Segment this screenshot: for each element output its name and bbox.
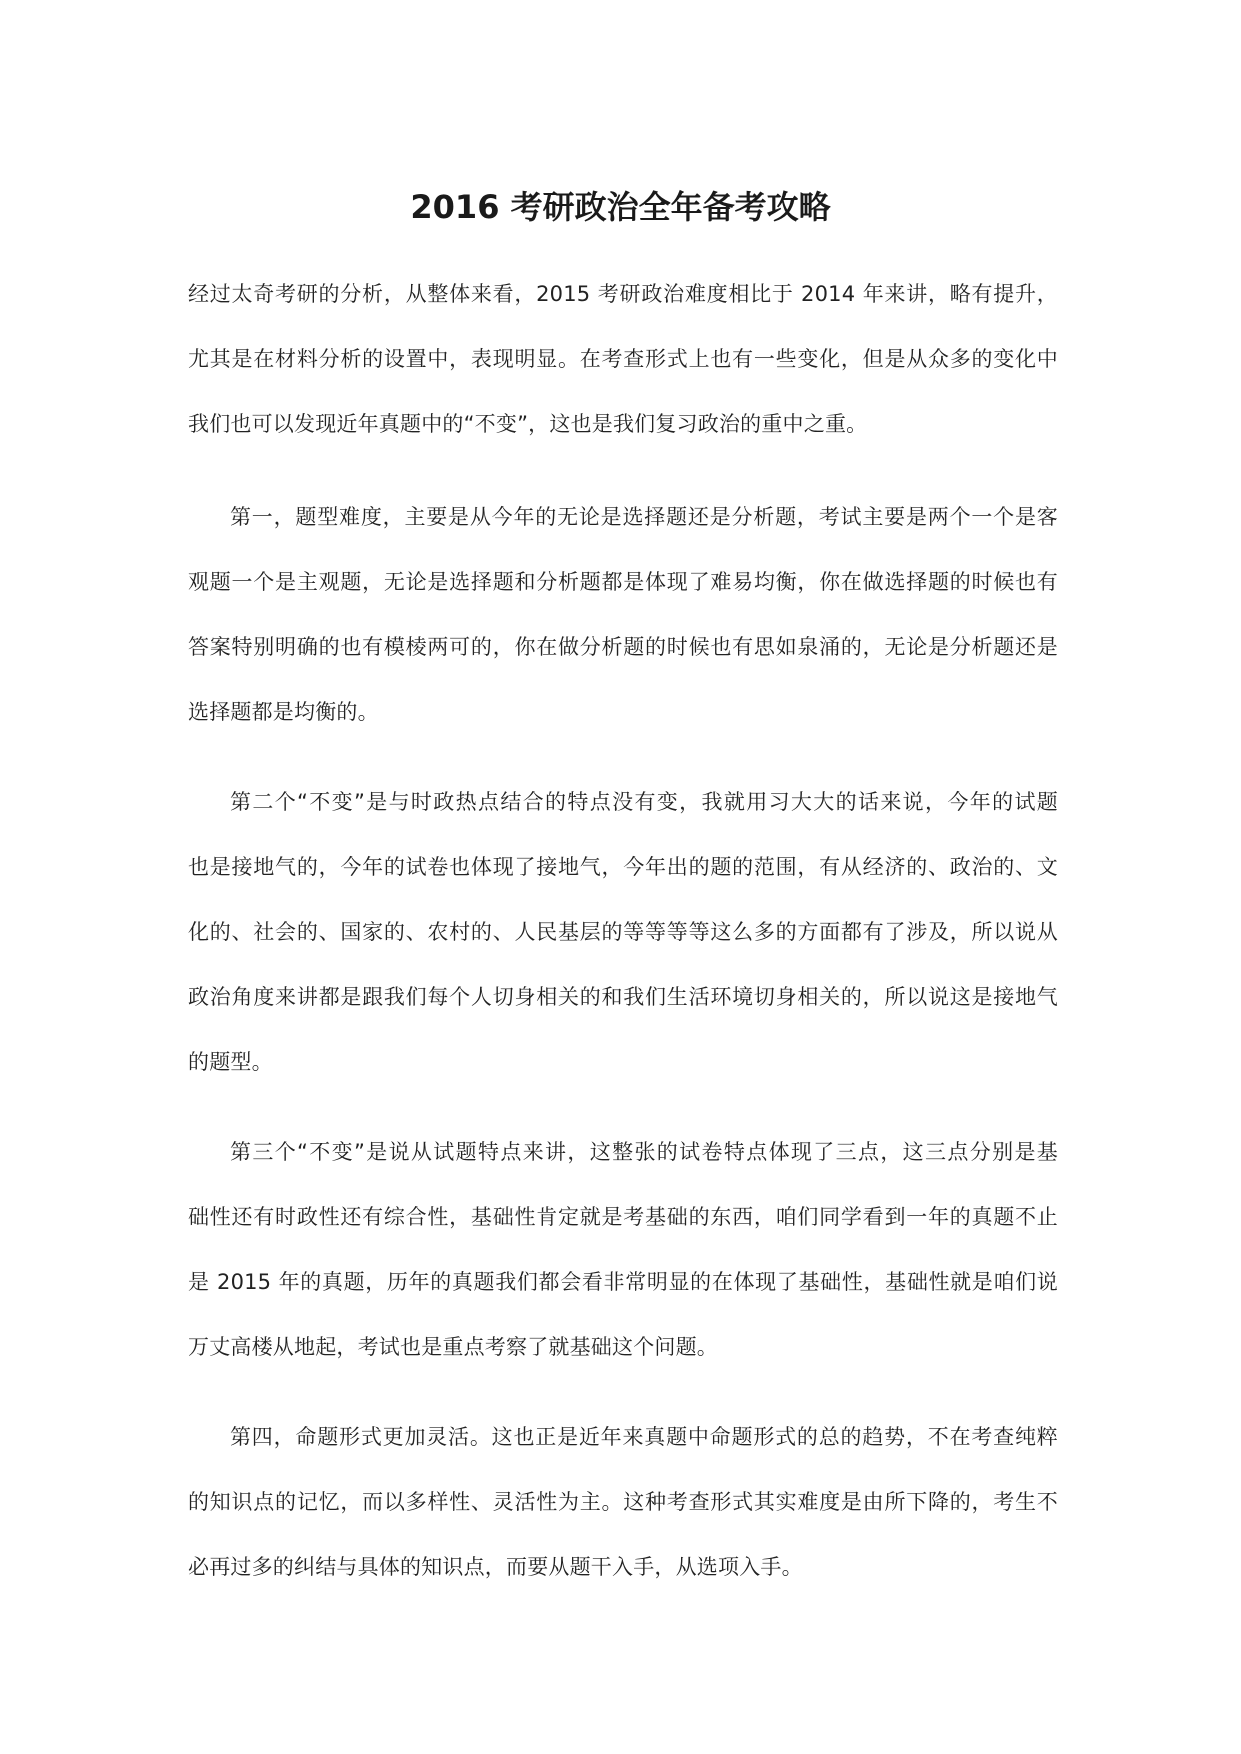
paragraph-line: 必再过多的纠结与具体的知识点，而要从题干入手，从选项入手。	[188, 1555, 803, 1579]
paragraph-line: 的题型。	[188, 1050, 273, 1074]
paragraph-line: 第三个“不变”是说从试题特点来讲，这整张的试卷特点体现了三点，这三点分别是基	[230, 1140, 1058, 1164]
paragraph-line: 尤其是在材料分析的设置中，表现明显。在考查形式上也有一些变化，但是从众多的变化中	[188, 347, 1058, 371]
paragraph-line: 经过太奇考研的分析，从整体来看，2015 考研政治难度相比于 2014 年来讲，略有提升，	[188, 282, 1058, 306]
paragraph-line: 万丈高楼从地起，考试也是重点考察了就基础这个问题。	[188, 1335, 718, 1359]
paragraph-third-point	[188, 1120, 1058, 1380]
paragraph-line: 第一，题型难度，主要是从今年的无论是选择题还是分析题，考试主要是两个一个是客	[230, 505, 1058, 529]
paragraph-first-point	[188, 485, 1058, 745]
document-title: 2016 考研政治全年备考攻略	[410, 188, 831, 226]
paragraph-line: 第四，命题形式更加灵活。这也正是近年来真题中命题形式的总的趋势，不在考查纯粹	[230, 1425, 1058, 1449]
paragraph-line: 也是接地气的，今年的试卷也体现了接地气，今年出的题的范围，有从经济的、政治的、文	[188, 855, 1058, 879]
paragraph-line: 选择题都是均衡的。	[188, 700, 379, 724]
paragraph-second-point	[188, 770, 1058, 1095]
paragraph-line: 我们也可以发现近年真题中的“不变”，这也是我们复习政治的重中之重。	[188, 412, 868, 436]
paragraph-intro	[188, 262, 1058, 457]
paragraph-line: 的知识点的记忆，而以多样性、灵活性为主。这种考查形式其实难度是由所下降的，考生不	[188, 1490, 1058, 1514]
paragraph-line: 第二个“不变”是与时政热点结合的特点没有变，我就用习大大的话来说，今年的试题	[230, 790, 1058, 814]
paragraph-fourth-point	[188, 1405, 1058, 1600]
paragraph-line: 是 2015 年的真题，历年的真题我们都会看非常明显的在体现了基础性，基础性就是咱们说	[188, 1270, 1058, 1294]
paragraph-line: 政治角度来讲都是跟我们每个人切身相关的和我们生活环境切身相关的，所以说这是接地气	[188, 985, 1058, 1009]
paragraph-line: 化的、社会的、国家的、农村的、人民基层的等等等等这么多的方面都有了涉及，所以说从	[188, 920, 1058, 944]
paragraph-line: 础性还有时政性还有综合性，基础性肯定就是考基础的东西，咱们同学看到一年的真题不止	[188, 1205, 1058, 1229]
paragraph-line: 观题一个是主观题，无论是选择题和分析题都是体现了难易均衡，你在做选择题的时候也有	[188, 570, 1058, 594]
paragraph-line: 答案特别明确的也有模棱两可的，你在做分析题的时候也有思如泉涌的，无论是分析题还是	[188, 635, 1058, 659]
